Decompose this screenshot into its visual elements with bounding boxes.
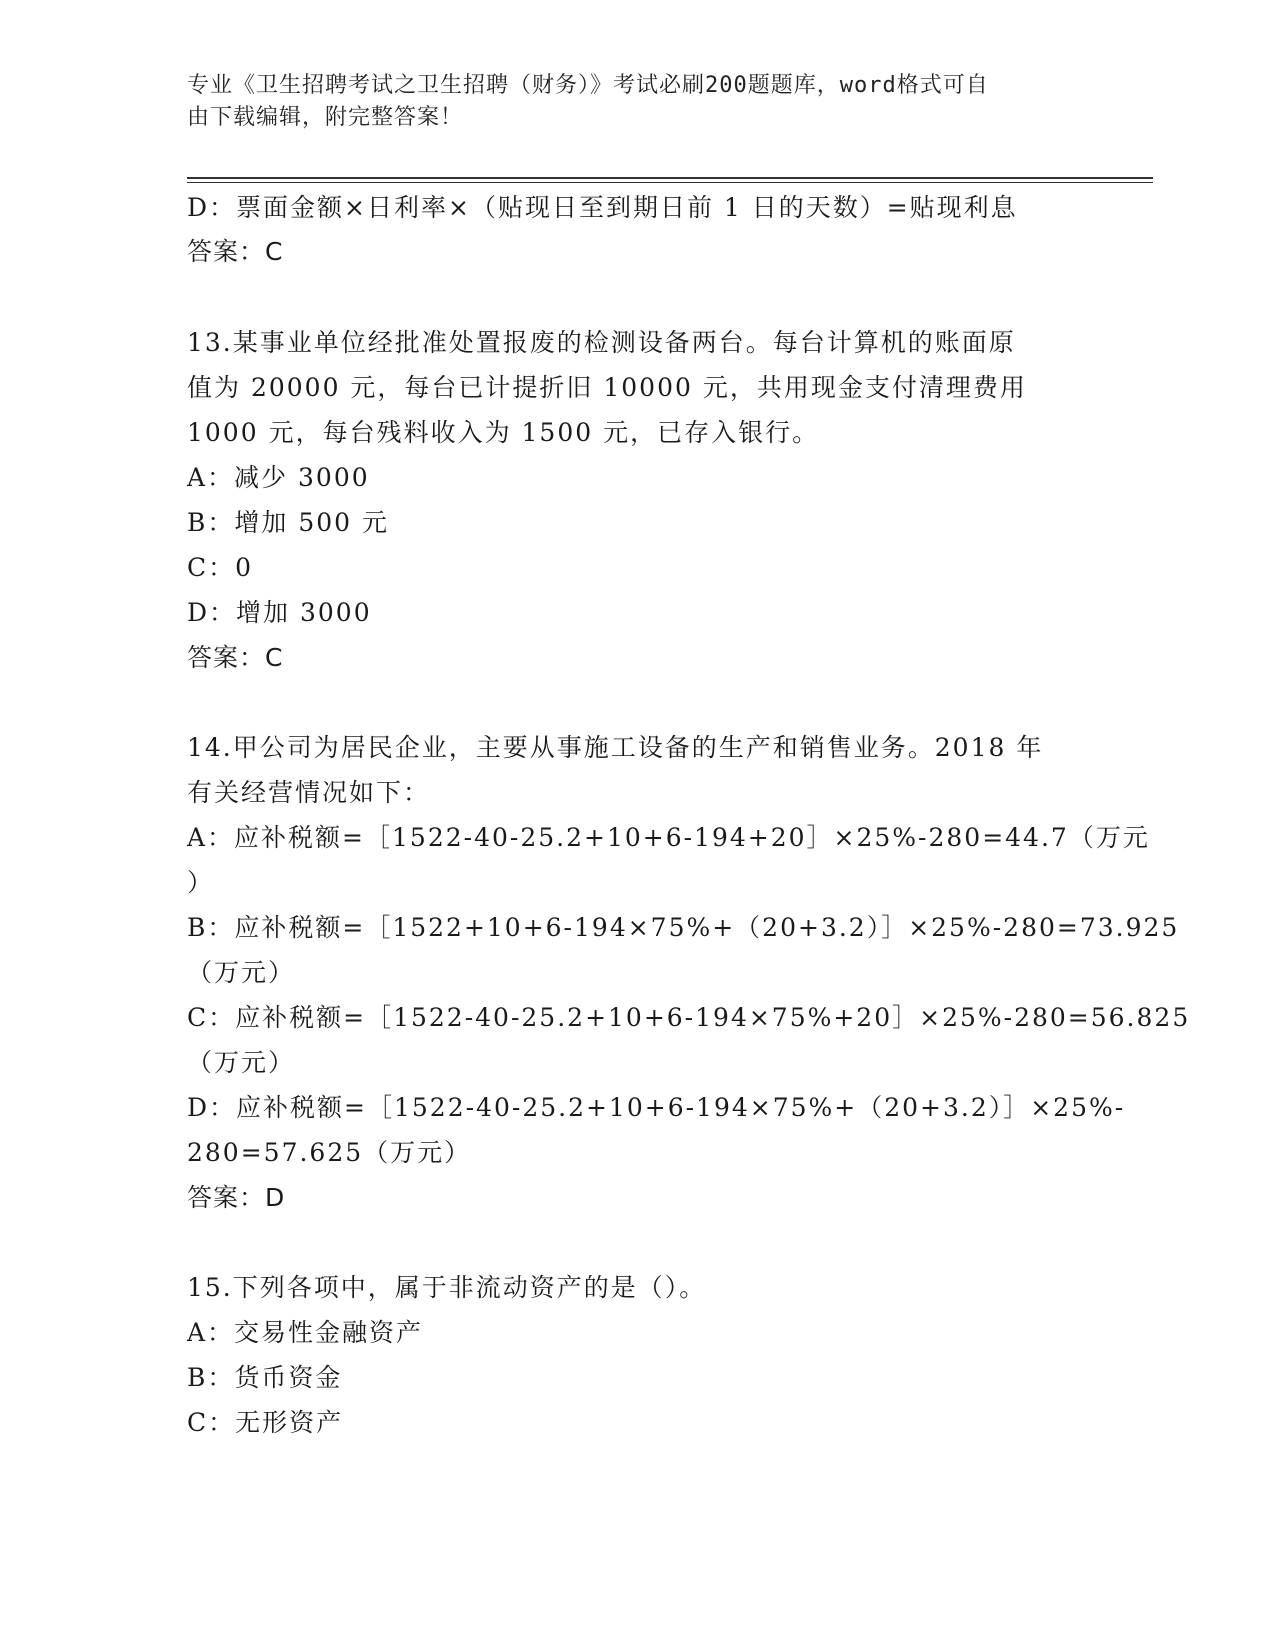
header-divider-thick [187,177,1153,179]
q14-option-d: D：应补税额=［1522-40-25.2+10+6-194×75%+（20+3.2）］×25%- [187,1093,1126,1122]
q15-option-b: B：货币资金 [187,1363,343,1392]
q14-option-d-cont: 280=57.625（万元） [187,1138,472,1167]
q14-answer: 答案：D [187,1183,286,1212]
q13-option-c: C：0 [187,553,254,582]
q15-option-c: C：无形资产 [187,1408,344,1437]
q13-stem-line-1: 13.某事业单位经批准处置报废的检测设备两台。每台计算机的账面原 [187,328,1016,357]
q15-option-a: A：交易性金融资产 [187,1318,424,1347]
header-divider-thin [187,182,1153,183]
q13-option-a: A：减少 3000 [187,463,370,492]
q13-option-d: D：增加 3000 [187,598,372,627]
q15-stem: 15.下列各项中，属于非流动资产的是（）。 [187,1273,707,1302]
q14-stem-line-1: 14.甲公司为居民企业，主要从事施工设备的生产和销售业务。2018 年 [187,733,1044,762]
q14-stem-line-2: 有关经营情况如下： [187,778,431,807]
q14-option-a: A：应补税额=［1522-40-25.2+10+6-194+20］×25%-280=44.7（万元 [187,823,1150,852]
q14-option-b: B：应补税额=［1522+10+6-194×75%+（20+3.2）］×25%-280=73.925 [187,913,1180,942]
q13-stem-line-2: 值为 20000 元，每台已计提折旧 10000 元，共用现金支付清理费用 [187,373,1027,402]
q12-option-d: D：票面金额×日利率×（贴现日至到期日前 1 日的天数）=贴现利息 [187,193,1018,222]
q12-answer: 答案：C [187,237,284,266]
q13-stem-line-3: 1000 元，每台残料收入为 1500 元，已存入银行。 [187,418,820,447]
q14-option-c-cont: （万元） [187,1048,296,1077]
q14-option-b-cont: （万元） [187,958,296,987]
document-header [187,70,1067,134]
header-line-2: 由下载编辑，附完整答案！ [187,105,464,130]
header-line-1: 专业《卫生招聘考试之卫生招聘（财务）》考试必刷200题题库，word格式可自 [187,73,989,98]
q13-answer: 答案：C [187,643,284,672]
q14-option-c: C：应补税额=［1522-40-25.2+10+6-194×75%+20］×25%-280=56.825 [187,1003,1191,1032]
q14-option-a-cont: ） [187,868,215,897]
q13-option-b: B：增加 500 元 [187,508,389,537]
